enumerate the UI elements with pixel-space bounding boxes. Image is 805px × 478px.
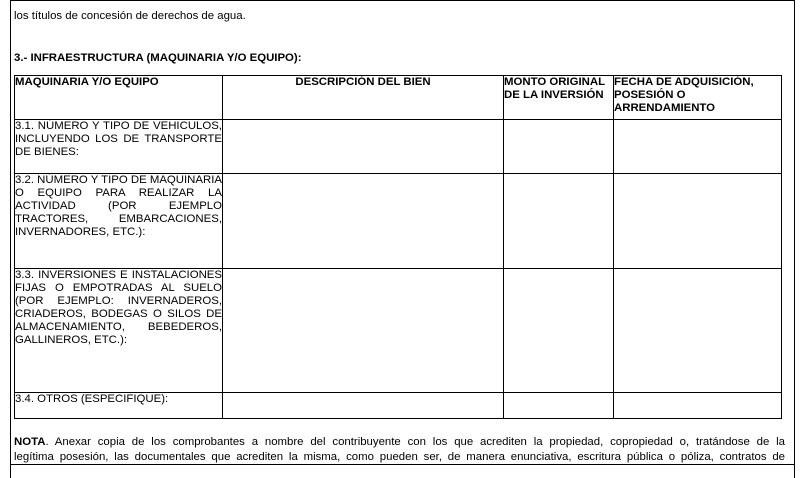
nota-text-line1: . Anexar copia de los comprobantes a nombre del contribuyente con los que acrediten la propiedad, copropiedad o, tratándose de la <box>45 436 785 448</box>
nota-text-line2: legítima posesión, las documentales que acrediten la misma, como pueden ser, de manera enunciativa, escritura pública o póliza, contratos de <box>14 451 785 463</box>
table-row <box>15 393 782 419</box>
descripcion-cell[interactable] <box>223 120 504 174</box>
fecha-cell[interactable] <box>614 393 782 419</box>
infrastructure-table <box>14 75 782 419</box>
descripcion-cell[interactable] <box>223 393 504 419</box>
header-descripcion: DESCRIPCIÓN DEL BIEN <box>223 76 504 120</box>
row-label-vehiculos: 3.1. NÚMERO Y TIPO DE VEHICULOS, INCLUYENDO LOS DE TRANSPORTE DE BIENES: <box>15 120 223 174</box>
table-row <box>15 269 782 393</box>
nota-paragraph <box>14 435 785 450</box>
fecha-cell[interactable] <box>614 174 782 269</box>
row-label-otros: 3.4. OTROS (ESPECIFIQUE): <box>15 393 223 419</box>
intro-line: los títulos de concesión de derechos de agua. <box>14 10 246 22</box>
monto-cell[interactable] <box>504 393 614 419</box>
fecha-cell[interactable] <box>614 269 782 393</box>
row-label-inversiones: 3.3. INVERSIONES E INSTALACIONES FIJAS O EMPOTRADAS AL SUELO (POR EJEMPLO: INVERNADEROS, CRIADEROS, BODEGAS O SILOS DE ALMACENAMIENTO, BEBEDEROS, GALLINEROS, ETC.): <box>15 269 223 393</box>
header-monto: MONTO ORIGINAL DE LA INVERSIÓN <box>504 76 614 120</box>
table-row <box>15 174 782 269</box>
fecha-cell[interactable] <box>614 120 782 174</box>
descripcion-cell[interactable] <box>223 174 504 269</box>
section-title: 3.- INFRAESTRUCTURA (MAQUINARIA Y/O EQUIPO): <box>14 52 302 64</box>
page-bottom-line <box>10 464 794 465</box>
monto-cell[interactable] <box>504 174 614 269</box>
header-fecha: FECHA DE ADQUISICIÓN, POSESIÓN O ARRENDAMIENTO <box>614 76 782 120</box>
header-maquinaria: MAQUINARIA Y/O EQUIPO <box>15 76 223 120</box>
descripcion-cell[interactable] <box>223 269 504 393</box>
table-header-row <box>15 76 782 120</box>
monto-cell[interactable] <box>504 269 614 393</box>
nota-label: NOTA <box>14 436 46 448</box>
monto-cell[interactable] <box>504 120 614 174</box>
row-label-maquinaria: 3.2. NÚMERO Y TIPO DE MAQUINARIA O EQUIPO PARA REALIZAR LA ACTIVIDAD (POR EJEMPLO TRACTORES, EMBARCACIONES, INVERNADORES, ETC.): <box>15 174 223 269</box>
table-row <box>15 120 782 174</box>
